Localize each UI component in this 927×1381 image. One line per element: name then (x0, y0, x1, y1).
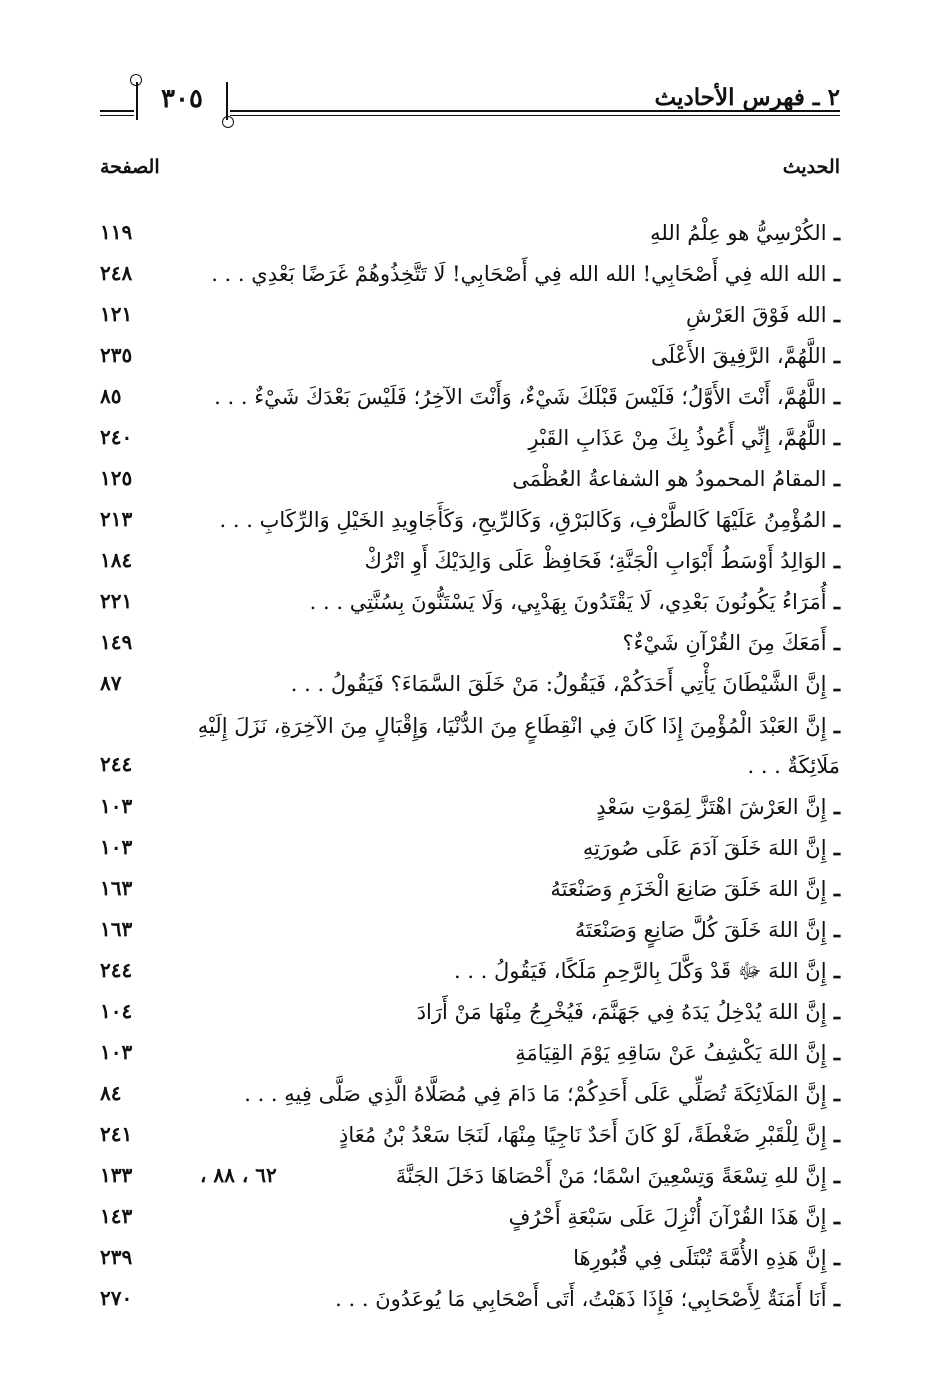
page-ref: ١٠٣ (100, 835, 133, 859)
page-ref: ٢٤٨ (100, 261, 133, 285)
column-headers (100, 156, 840, 186)
hadith-text: ـ المُؤْمِنُ عَلَيْهَا كَالطَّرْفِ، وَكَالبَرْقِ، وَكَالرِّيحِ، وَكَأَجَاوِيدِ الخَيْلِ وَالرِّكَابِ . . . (219, 507, 840, 532)
hadith-text: ـ الله الله فِي أَصْحَابِي! الله الله فِي أَصْحَابِي! لَا تَتَّخِذُوهُمْ غَرَضًا بَعْدِي . . . (211, 261, 840, 286)
index-entry (100, 905, 840, 946)
page-ref: ٨٤ (100, 1081, 122, 1105)
hadith-text: ـ الله فَوْقَ العَرْشِ (685, 302, 840, 327)
hadith-text: ـ إِنَّ اللهَ يُدْخِلُ يَدَهُ فِي جَهَنَّمَ، فَيُخْرِجُ مِنْهَا مَنْ أَرَادَ (416, 999, 840, 1024)
index-entry (100, 454, 840, 495)
page-ref: ١٠٣ (100, 794, 133, 818)
hadith-text: ـ المقامُ المحمودُ هو الشفاعةُ العُظْمَى (512, 466, 840, 491)
page-ref: ١٣٣ (100, 1163, 133, 1187)
index-entry (100, 618, 840, 659)
page-ref: ٢٧٠ (100, 1286, 133, 1310)
index-entry (100, 372, 840, 413)
page-number: ٣٠٥ (161, 84, 203, 114)
hadith-text: ـ إِنَّ هَذَا القُرْآنَ أُنْزِلَ عَلَى سَبْعَةِ أَحْرُفٍ (508, 1204, 840, 1229)
index-entry (100, 536, 840, 577)
index-entry (100, 1069, 840, 1110)
index-entry (100, 331, 840, 372)
index-entry (100, 1151, 840, 1192)
hadith-text: ـ أُمَرَاءُ يَكُونُونَ بَعْدِي، لَا يَقْتَدُونَ بِهَدْيِي، وَلَا يَسْتَنُّونَ بِسُنَّتِي . . . (309, 589, 840, 614)
hadith-text: ـ إِنَّ العَبْدَ الْمُؤْمِنَ إِذَا كَانَ فِي انْقِطَاعٍ مِنَ الدُّنْيَا، وَإِقْبَالٍ مِنَ الآخِرَةِ، نَزَلَ إِلَيْهِ مَلَائِكَةٌ . . . (197, 713, 840, 778)
hadith-text: ـ إِنَّ اللهَ خَلَقَ صَانِعَ الْخَزَمِ وَصَنْعَتَهُ (550, 876, 840, 901)
page-ref: ١٢١ (100, 302, 133, 326)
index-entry (100, 249, 840, 290)
page-ref: ١٢٥ (100, 466, 133, 490)
section-title: ٢ ـ فهرس الأحاديث (654, 84, 840, 111)
hadith-text: ـ أَنَا أَمَنَةٌ لِأَصْحَابِي؛ فَإِذَا ذَهَبْتُ، أَتَى أَصْحَابِي مَا يُوعَدُونَ . . . (335, 1286, 840, 1311)
hadith-text: ـ اللَّهُمَّ، أَنْتَ الأَوَّلُ؛ فَلَيْسَ قَبْلَكَ شَيْءٌ، وَأَنْتَ الآخِرُ؛ فَلَيْسَ بَعْدَكَ شَيْءٌ . . . (214, 384, 840, 409)
index-entry (100, 1233, 840, 1274)
hadith-text: ـ الوَالِدُ أَوْسَطُ أَبْوَابِ الْجَنَّةِ؛ فَحَافِظْ عَلَى وَالِدَيْكَ أَوِ اتْرُكْ (364, 548, 840, 573)
index-entry (100, 782, 840, 823)
hadith-text: ـ إِنَّ الشَّيْطَانَ يَأْتِي أَحَدَكُمْ، فَيَقُولُ: مَنْ خَلَقَ السَّمَاءَ؟ فَيَقُولُ . . . (290, 671, 840, 696)
hadith-text: ـ اللَّهُمَّ، إِنِّي أَعُوذُ بِكَ مِنْ عَذَابِ القَبْرِ (528, 425, 840, 450)
page-ref: ٨٧ (100, 671, 122, 695)
hadith-text: ـ إِنَّ اللهَ خَلَقَ كُلَّ صَانِعٍ وَصَنْعَتَهُ (574, 917, 840, 942)
page-ref: ١٠٣ (100, 1040, 133, 1064)
index-entry (100, 208, 840, 249)
index-entry (100, 577, 840, 618)
index-entry (100, 946, 840, 987)
page-ref: ٢٤٤ (100, 958, 133, 982)
index-entry (100, 413, 840, 454)
hadith-text: ـ إِنَّ العَرْشَ اهْتَزَّ لِمَوْتِ سَعْدٍ (596, 794, 840, 819)
page-ref: ٢٣٩ (100, 1245, 133, 1269)
header-rule-left (100, 110, 134, 112)
index-entry (100, 495, 840, 536)
index-entry (100, 1192, 840, 1233)
header-rule-left-thin (100, 115, 134, 116)
page-ref: ١٤٩ (100, 630, 133, 654)
index-entry (100, 987, 840, 1028)
hadith-text: ـ إِنَّ للهِ تِسْعَةً وَتِسْعِينَ اسْمًا؛ مَنْ أَحْصَاهَا دَخَلَ الجَنَّةَ (395, 1163, 840, 1188)
hadith-index-list (100, 208, 840, 1315)
page-ref: ١٨٤ (100, 548, 133, 572)
hadith-text: ـ إِنَّ اللهَ خَلَقَ آدَمَ عَلَى صُورَتِهِ (582, 835, 840, 860)
header-rule-thin (230, 115, 840, 116)
index-entry (100, 1110, 840, 1151)
index-entry (100, 659, 840, 700)
page-ref: ٢٤١ (100, 1122, 133, 1146)
index-entry (100, 823, 840, 864)
index-entry (100, 1028, 840, 1069)
hadith-text: ـ أَمَعَكَ مِنَ القُرْآنِ شَيْءٌ؟ (622, 630, 840, 655)
hadith-text: ـ إِنَّ اللهَ ﷻ قَدْ وَكَّلَ بِالرَّحِمِ مَلَكًا، فَيَقُولُ . . . (453, 958, 840, 983)
page-header (100, 78, 840, 124)
page-ref: ١٤٣ (100, 1204, 133, 1228)
hadith-text: ـ اللَّهُمَّ، الرَّفِيقَ الأَعْلَى (651, 343, 840, 368)
index-entry (100, 290, 840, 331)
page-ref: ٢٤٠ (100, 425, 133, 449)
page-ref: ٨٥ (100, 384, 122, 408)
column-header-page: الصفحة (100, 156, 160, 178)
hadith-text: ـ إِنَّ المَلَائِكَةَ تُصَلِّي عَلَى أَحَدِكُمْ؛ مَا دَامَ فِي مُصَلَّاهُ الَّذِي صَلَّى فِيهِ . . . (244, 1081, 840, 1106)
index-entry (100, 864, 840, 905)
page-ref: ٢٢١ (100, 589, 133, 613)
hadith-text: ـ إِنَّ هَذِهِ الأُمَّةَ تُبْتَلَى فِي قُبُورِهَا (573, 1245, 840, 1270)
additional-page-refs: ٦٢ ، ٨٨ ، (200, 1163, 277, 1187)
header-rule (230, 110, 840, 112)
page-ref: ٢٤٤ (100, 752, 133, 776)
page-ref: ١٦٣ (100, 917, 133, 941)
page-ref: ١٠٤ (100, 999, 133, 1023)
hadith-text: ـ إِنَّ لِلْقَبْرِ ضَغْطَةً، لَوْ كَانَ أَحَدٌ نَاجِيًا مِنْهَا، لَنَجَا سَعْدُ بْنُ مُعَاذٍ (339, 1122, 840, 1147)
page-ref: ١٦٣ (100, 876, 133, 900)
column-header-hadith: الحديث (782, 156, 840, 178)
page-ref: ٢٣٥ (100, 343, 133, 367)
index-entry (100, 700, 840, 782)
page-ref: ١١٩ (100, 220, 133, 244)
page-ref: ٢١٣ (100, 507, 133, 531)
hadith-text: ـ إِنَّ اللهَ يَكْشِفُ عَنْ سَاقِهِ يَوْمَ القِيَامَةِ (515, 1040, 840, 1065)
index-entry (100, 1274, 840, 1315)
hadith-text: ـ الكُرْسِيُّ هو عِلْمُ اللهِ (650, 220, 840, 245)
